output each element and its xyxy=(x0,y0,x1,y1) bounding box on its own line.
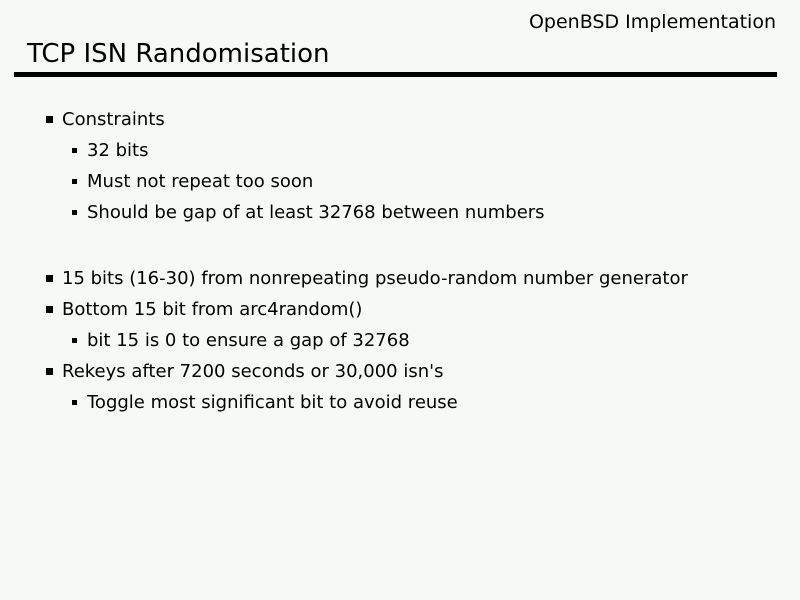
list-item xyxy=(0,166,800,197)
bullet-text: Must not repeat too soon xyxy=(87,171,314,192)
bullet-text: Rekeys after 7200 seconds or 30,000 isn's xyxy=(62,361,444,382)
list-item xyxy=(0,387,800,418)
list-item xyxy=(0,135,800,166)
list-item xyxy=(0,197,800,228)
list-item xyxy=(0,294,800,325)
bullet-text: 32 bits xyxy=(87,140,149,161)
page-title: TCP ISN Randomisation xyxy=(27,39,330,69)
bullet-text: Toggle most significant bit to avoid reuse xyxy=(87,392,458,413)
bullet-text: Bottom 15 bit from arc4random() xyxy=(62,299,363,320)
bullet-icon xyxy=(72,148,77,153)
list-item xyxy=(0,104,800,135)
bullet-text: Constraints xyxy=(62,109,165,130)
bullet-icon xyxy=(72,210,77,215)
list-item xyxy=(0,263,800,294)
bullet-icon xyxy=(46,368,53,375)
list-item xyxy=(0,325,800,356)
bullet-text: 15 bits (16-30) from nonrepeating pseudo-random number generator xyxy=(62,268,688,289)
bullet-icon xyxy=(72,400,77,405)
bullet-text: Should be gap of at least 32768 between numbers xyxy=(87,202,545,223)
list-item xyxy=(0,356,800,387)
title-divider xyxy=(14,72,777,77)
bullet-icon xyxy=(46,275,53,282)
bullet-icon xyxy=(46,116,53,123)
bullet-list xyxy=(0,104,800,418)
bullet-icon xyxy=(46,306,53,313)
bullet-text: bit 15 is 0 to ensure a gap of 32768 xyxy=(87,330,410,351)
slide-header-label: OpenBSD Implementation xyxy=(528,11,776,33)
bullet-icon xyxy=(72,179,77,184)
bullet-icon xyxy=(72,338,77,343)
